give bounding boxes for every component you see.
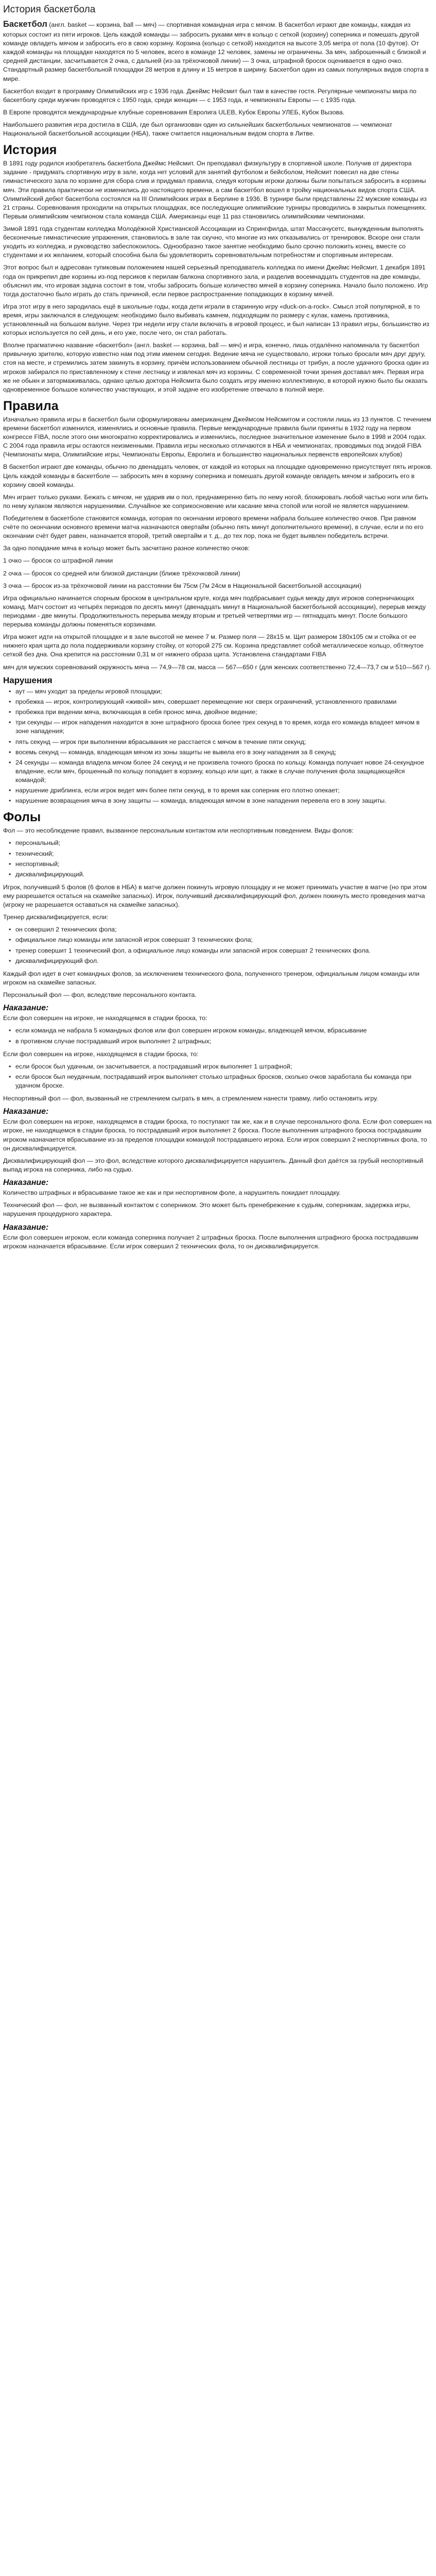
- scoring-line: 3 очка — бросок из-за трёхочковой линии на расстоянии 6м 75см (7м 24см в Национальной баскетбольной ассоциации): [3, 582, 362, 589]
- rules-paragraph: мяч для мужских соревнований окружность мяча — 74,9—78 см, масса — 567—650 г (для женских соответственно 72,4—73,7 см и 510—567 г).: [3, 663, 431, 671]
- rules-paragraph: Игра официально начинается спорным броском в центральном круге, когда мяч подбрасывает судья между двух игроков соперничающих команд. Матч состоит из четырёх периодов по десять минут (двенадцать минут в Национальной баскетбольной ассоциации), перерыв между периодами - две минуты. Продолжительность перерыва между вторым и третьей четвертями игр — пятнадцать минут. После большого перерыва команды должны поменяться корзинами.: [3, 594, 426, 629]
- list-item: • нарушение дриблинга, если игрок ведет мяч более пяти секунд, в то время как соперник его плотно опекает;: [15, 786, 433, 795]
- list-item: • персональный;: [15, 839, 433, 848]
- list-item: • восемь секунд — команда, владеющая мячом из зоны защиты не вывела его в зону нападения за 8 секунд;: [15, 748, 433, 757]
- rules-paragraph: Игра может идти на открытой площадке и в зале высотой не менее 7 м. Размер поля — 28х15 м. Щит размером 180х105 см и стойка от ее нижнего края щита до пола поддерживали корзину стойку, от которой 275 см. Корзина представляет собой металлическое кольцо, обтянутое сеткой без дна. Она крепится на расстоянии 0,31 м от нижнего образа щита. Установлена стандартами FIBA: [3, 633, 424, 658]
- fouls-paragraph: Персональный фол — фол, вследствие персонального контакта.: [3, 991, 197, 998]
- list-item: • пробежка при ведении мяча, включающая в себя пронос мяча, двойное ведение;: [15, 708, 433, 717]
- history-paragraph: Этот вопрос был и адресован тупиковым положением нашей серьезный преподаватель колледжа по имени Джеймс Нейсмит, 1 декабря 1891 года он прикрепил две корзины из-под персиков к перилам балкона спортивного зала, и разделив восемнадцать студентов на две команды, объяснил им, что игровая задача состоит в том, чтобы забросить больше количество мячей в корзину соперника. Начало было положено. Игр тогда достаточно было играть до стать причиной, если первое распространение попадающих в корзину мячей.: [3, 264, 428, 298]
- list-item: • три секунды — игрок нападения находится в зоне штрафного броска более трех секунд в то время, когда его команда владеет мячом в зоне нападения;: [15, 718, 433, 736]
- fouls-paragraph: Каждый фол идет в счет командных фолов, за исключением технического фола, полученного тренером, официальным лицом команды или игроком на скамейке запасных.: [3, 970, 420, 986]
- history-paragraph: Игра этот игру в него зародилась ещё в школьные годы, когда дети играли в старинную игру «duck-on-a-rock». Смысл этой популярной, в то время, игры заключался в следующем: необходимо было выбивать камнем, подходящим по размеру с кулак, камень противника, установленный на большом валуне. Через три недели игру стали включать в игровой процесс, и был написан 13 правил игры, большинство из которых используется по сей день, и его уже, после чего, он стал работать.: [3, 302, 429, 337]
- history-paragraph: В 1891 году родился изобретатель баскетбола Джеймс Нейсмит. Он преподавал физкультуру в спортивной школе. Получив от директора задание - придумать спортивную игру в зале, когда нет условий для занятий футболом и бейсболом, Нейсмит повесил на две стены гимнастического зала по корзине для сбора слив и придумал правила, следуя которым игроки должны были попытаться забросить в корзины мяч. Эти правила практически не изменились до настоящего времени, а сам баскетбол вошел в тройку национальных видов спорта США. Олимпийский дебют баскетбола состоялся на III Олимпийских играх в Берлине в 1936. В турнире были представлены 22 мужские команды из 21 страны. Соревнования проходили на открытых площадках, все последующие олимпийские турниры проводились в закрытых помещениях. Первым олимпийским чемпионом стала команда США. Американцы еще 11 раз становились олимпийскими чемпионами.: [3, 160, 427, 220]
- list-item: • тренер совершит 1 технический фол, а официальное лицо команды или запасной игрок совершат 2 технических фола.: [15, 946, 433, 955]
- rules-paragraph: В баскетбол играют две команды, обычно по двенадцать человек, от каждой из которых на площадке одновременно присутствует пять игроков. Цель каждой команды в баскетболе — забросить мяч в корзину соперника и помешать другой команде овладеть мячом и забросить его в корзину своей команды.: [3, 463, 432, 488]
- list-item: • дисквалифицирующий фол.: [15, 957, 433, 965]
- fouls-paragraph: Технический фол — фол, не вызванный контактом с соперником. Это может быть пренебрежение к судьям, соперникам, задержка игры, нарушения процедурного характера.: [3, 1201, 411, 1218]
- intro-text: (англ. basket — корзина, ball — мяч) — спортивная командная игра с мячом. В баскетбол играют две команды, каждая из которых состоит из пяти игроков. Цель каждой команды — забросить руками мяч в кольцо с сеткой (корзину) соперника и помешать другой команде овладеть мячом и забросить его в свою корзину. Корзина (кольцо с сеткой) находится на высоте 3,05 метра от пола (10 футов). От каждой команды на площадке находятся по 5 человек, всего в команде 12 человек, замены не ограничены. За мяч, заброшенный с близкой и средней дистанции, засчитывается 2 очка, с дальней (из-за трёхочковой линии) — 3 очка, штрафной бросок оценивается в одно очко. Стандартный размер баскетбольной площадки 28 метров в длину и 15 метров в ширину. Баскетбол один из самых популярных видов спорта в мире.: [3, 21, 429, 82]
- intro-europe-paragraph: В Европе проводятся международные клубные соревнования Евролига ULEB, Кубок Европы УЛЕБ, Кубок Вызова.: [3, 108, 345, 116]
- scoring-line: 1 очко — бросок со штрафной линии: [3, 557, 113, 565]
- fouls-paragraph: Количество штрафных и вбрасывание такое же как и при неспортивном фоле, а нарушитель покидает площадку.: [3, 1189, 341, 1197]
- punishment-heading: Наказание:: [3, 1223, 49, 1232]
- list-item: • нарушение возвращения мяча в зону защиты — команда, владеющая мячом в зоне нападения перевела его в зону защиты.: [15, 796, 433, 805]
- fouls-heading: Фолы: [3, 810, 41, 825]
- violations-heading: Нарушения: [3, 675, 53, 685]
- rules-paragraph: Изначально правила игры в баскетбол были сформулированы американцем Джеймсом Нейсмитом и состояли лишь из 13 пунктов. С течением времени баскетбол изменился, изменялись и основные правила. Первые международные правила были приняты в 1932 году на первом конгрессе FIBA, после этого они многократно корректировались и изменились, последнее значительное изменение было в 1998 и 2004 годах. С 2004 года правила игры остаются неизменными. Правила игры несколько отличаются в НБА и чемпионатах, проводимых под эгидой FIBA (Чемпионаты мира, Олимпийские игры, Чемпионаты Европы, Евролига и большинство национальных первенств европейских клубов): [3, 415, 431, 459]
- list-item: • технический;: [15, 850, 433, 858]
- fouls-paragraph: Если фол совершен на игроке, находящемся в стадии броска, то:: [3, 1050, 199, 1058]
- intro-olympics-paragraph: Баскетбол входит в программу Олимпийских игр с 1936 года. Джеймс Нейсмит был там в качестве гостя. Регулярные чемпионаты мира по баскетболу среди мужчин проводятся с 1950 года, среди женщин — с 1953 года, и чемпионаты Европы — с 1935 года.: [3, 87, 416, 104]
- rules-heading: Правила: [3, 398, 59, 413]
- list-item: • 24 секунды — команда владела мячом более 24 секунд и не произвела точного броска по кольцу. Команда получает новое 24-секундное владение, если мяч, брошенный по кольцу попадает в корзину, кольцо или щит, а также в случае получения фола защищающейся командой;: [15, 758, 433, 785]
- punishment-heading: Наказание:: [3, 1004, 49, 1013]
- violations-list: [3, 687, 433, 805]
- fouls-paragraph: Если фол совершен на игроке, находящемся в стадии броска, то поступают так же, как и в случае персонального фола. Если фол совершен на игроке, не находящемся в стадии броска, то пострадавший игрок выполняет 2 броска. После выполнения штрафного броска пострадавшим игроком назначается вбрасывание из-за пределов площадки командой пострадавшего игрока. Если игрок совершил 2 неспортивных фола, то он дисквалифицируется.: [3, 1118, 432, 1152]
- fouls-paragraph: Фол — это несоблюдение правил, вызванное персональным контактом или неспортивным поведением. Виды фолов:: [3, 827, 354, 835]
- coach-disqualification-list: [3, 925, 433, 965]
- punishment-heading: Наказание:: [3, 1107, 49, 1116]
- list-item: • если бросок был удачным, он засчитывается, а пострадавший игрок выполняет 1 штрафной;: [15, 1062, 433, 1071]
- fouls-paragraph: Дисквалифицирующий фол — это фол, вследствие которого дисквалифицируется нарушитель. Данный фол даётся за грубый неспортивный выпад игрока на соперника, либо на судью.: [3, 1157, 424, 1173]
- history-heading: История: [3, 143, 57, 158]
- rules-paragraph: Победителем в баскетболе становится команда, которая по окончании игрового времени набрала большее количество очков. При равном счёте по окончании основного времени матча назначаются овертайм (обычно пять минут дополнительного времени), в случае, если и по его окончании счёт будет равен, назначается второй, третий овертайм и т. д., до тех пор, пока не будет выявлен победитель встречи.: [3, 515, 424, 540]
- fouls-paragraph: Тренер дисквалифицируется, если:: [3, 913, 109, 921]
- penalty-list: [3, 1026, 433, 1045]
- rules-paragraph: Мяч играет только руками. Бежать с мячом, не ударив им о пол, преднамеренно бить по нему ногой, блокировать любой частью ноги или бить по нему кулаком являются нарушениями. Случайное же соприкосновение или касание мяча стопой или ногой не является нарушением.: [3, 493, 428, 510]
- intro-paragraph: [3, 19, 433, 83]
- list-item: • пробежка — игрок, контролирующий «живой» мяч, совершает перемещение ног сверх ограничений, установленного правилами: [15, 698, 433, 706]
- intro-usa-paragraph: Наибольшего развития игра достигла в США, где был организован один из сильнейших баскетбольных чемпионатов — чемпионат Национальной баскетбольной ассоциации (НБА), также считается национальным видом спорта в Литве.: [3, 121, 393, 138]
- list-item: • аут — мяч уходит за пределы игровой площадки;: [15, 687, 433, 696]
- fouls-paragraph: Неспортивный фол — фол, вызванный не стремлением сыграть в мяч, а стремлением нанести травму, либо остановить игру.: [3, 1095, 378, 1103]
- lead-term: Баскетбол: [3, 20, 47, 29]
- list-item: • он совершил 2 технических фола;: [15, 925, 433, 934]
- article: [0, 0, 436, 1260]
- punishment-heading: Наказание:: [3, 1178, 49, 1188]
- rules-paragraph: За одно попадание мяча в кольцо может быть засчитано разное количество очков:: [3, 545, 250, 552]
- list-item: • дисквалифицирующий.: [15, 870, 433, 879]
- list-item: • неспортивный;: [15, 860, 433, 869]
- history-paragraph: Зимой 1891 года студентам колледжа Молодёжной Христианской Ассоциации из Спрингфилда, штат Массачусетс, вынужденным выполнять бесконечные гимнастические упражнения, становилось в зале так скучно, что многие из них отказывались от тренировок. Вскоре они стали уходить из колледжа, и руководство забеспокоилось. Однообразно такое занятие необходимо было срочно положить конец, вместе со студентами и их желанием, который способна была бы удовлетворить соревновательным потребностям и спортивным интересам.: [3, 225, 424, 259]
- list-item: • пять секунд — игрок при выполнении вбрасывания не расстается с мячом в течение пяти секунд;: [15, 738, 433, 747]
- list-item: • официальное лицо команды или запасной игрок совершат 3 технических фола;: [15, 936, 433, 944]
- list-item: • в противном случае пострадавший игрок выполняет 2 штрафных;: [15, 1037, 433, 1046]
- history-paragraph: Вполне прагматично название «баскетбол» (англ. basket — корзина, ball — мяч) и игра, конечно, лишь отдалённо напоминала ту баскетбол привычную зрителю, которую известно нам под этим именем сегодня. Ведение мяча не существовало, игроки только бросали мяч друг другу, стоя на месте, и стремились затем закинуть в корзину, причём использованием обычной лестницы от трибун, а после удачного броска один из игроков забирался по приставленному к стене лестницу и извлекал мяч из корзины. С современной точки зрения доставал мяч. Первая игра же не обыкн и затормаживалась, однако целью доктора Нейсмита было создать игру именно коллективную, в которой нужно было бы оказать одновременное большое количество участвующих, и этой задаче его изобретение отвечало в полной мере.: [3, 342, 429, 393]
- penalty-list: [3, 1062, 433, 1090]
- list-item: • если команда не набрала 5 командных фолов или фол совершен игроком команды, владеющей мячом, вбрасывание: [15, 1026, 433, 1035]
- fouls-paragraph: Игрок, получивший 5 фолов (6 фолов в НБА) в матче должен покинуть игровую площадку и не может принимать участие в матче (но при этом ему разрешается остаться на скамейке запасных). Игрок, получивший дисквалифицирующий фол, должен покинуть место проведения матча (игроку не разрешается оставаться на скамейке запасных).: [3, 883, 427, 909]
- fouls-paragraph: Если фол совершен игроком, если команда соперника получает 2 штрафных броска. После выполнения штрафного броска пострадавшим игроком назначается вбрасывание. Если игрок совершил 2 технических фола, то он дисквалифицируется.: [3, 1233, 418, 1250]
- scoring-line: 2 очка — бросок со средней или близкой дистанции (ближе трёхочковой линии): [3, 569, 240, 577]
- list-item: • если бросок был неудачным, пострадавший игрок выполняет столько штрафных бросков, сколько очков заработала бы команда при удачном броске.: [15, 1073, 433, 1090]
- foul-types-list: [3, 839, 433, 878]
- page-title: История баскетбола: [3, 4, 96, 15]
- fouls-paragraph: Если фол совершен на игроке, не находящемся в стадии броска, то:: [3, 1014, 207, 1022]
